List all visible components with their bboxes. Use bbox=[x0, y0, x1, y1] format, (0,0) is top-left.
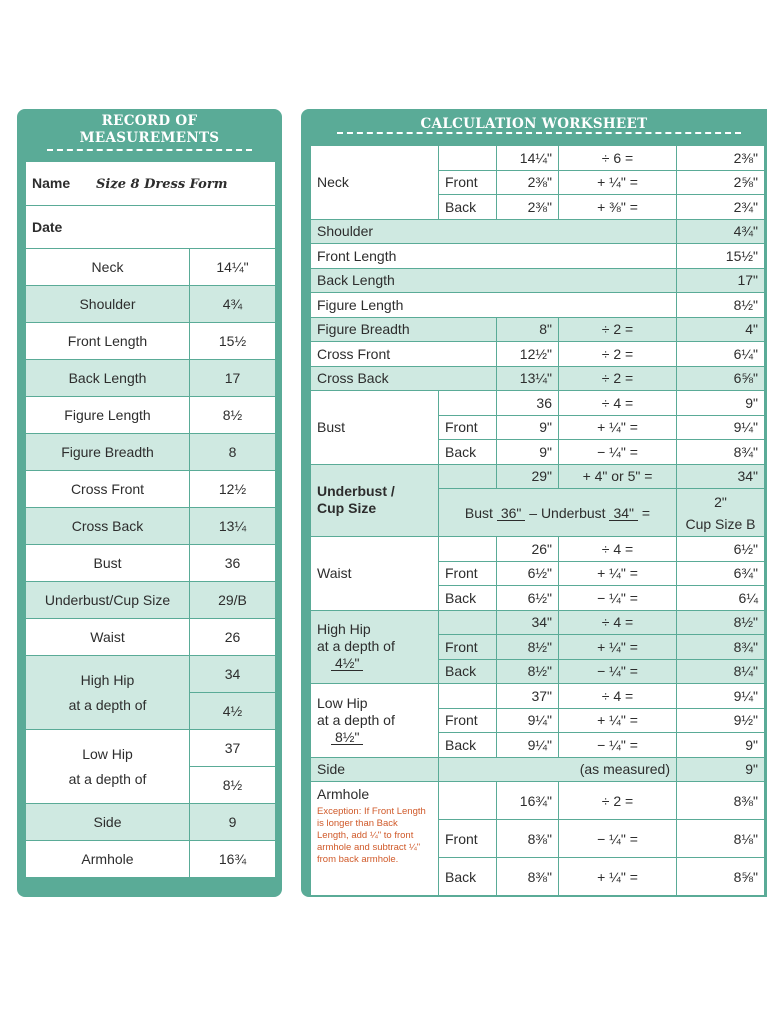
armhole-result: 8⅜" bbox=[677, 782, 765, 820]
cup-underbust-value: 34" bbox=[609, 506, 638, 521]
waist-front-result: 6¾" bbox=[677, 561, 765, 586]
neck-measure: 14¼" bbox=[497, 146, 559, 171]
waist-back-label: Back bbox=[439, 586, 497, 611]
row-value: 9 bbox=[190, 804, 276, 841]
worksheet-header bbox=[301, 116, 767, 133]
low-hip-depth: 8½" bbox=[331, 730, 363, 745]
record-title-line2: MEASUREMENTS bbox=[79, 130, 220, 146]
high-hip-back-result: 8¼" bbox=[677, 659, 765, 684]
underbust-measure: 29" bbox=[497, 464, 559, 489]
cross-back-label: Cross Back bbox=[311, 366, 497, 391]
figure-breadth-label: Figure Breadth bbox=[311, 317, 497, 342]
low-hip-label-line2: at a depth of bbox=[68, 770, 147, 787]
waist-back-result: 6¼ bbox=[677, 586, 765, 611]
high-hip-label bbox=[26, 656, 190, 730]
row-value: 12½ bbox=[190, 471, 276, 508]
table-row bbox=[26, 841, 276, 878]
low-hip-value: 37 bbox=[190, 730, 276, 767]
back-length-value: 17" bbox=[677, 268, 765, 293]
bust-back-operation: − ¼" = bbox=[559, 440, 677, 465]
armhole-back-measure: 8⅜" bbox=[497, 858, 559, 896]
high-hip-result: 8½" bbox=[677, 610, 765, 635]
figure-breadth-row bbox=[311, 317, 765, 342]
underbust-row-1 bbox=[311, 464, 765, 489]
high-hip-calc-label-line2: at a depth of bbox=[317, 638, 395, 655]
underbust-label bbox=[311, 464, 439, 537]
neck-operation: ÷ 6 = bbox=[559, 146, 677, 171]
armhole-label-cell bbox=[311, 782, 439, 896]
low-hip-depth-value: 8½ bbox=[190, 767, 276, 804]
row-label: Armhole bbox=[26, 841, 190, 878]
high-hip-front-operation: + ¼" = bbox=[559, 635, 677, 660]
armhole-operation: ÷ 2 = bbox=[559, 782, 677, 820]
waist-label: Waist bbox=[311, 537, 439, 611]
table-row bbox=[26, 249, 276, 286]
cup-bust-label: Bust bbox=[464, 504, 493, 521]
neck-front-label: Front bbox=[439, 170, 497, 195]
neck-back-measure: 2⅜" bbox=[497, 195, 559, 220]
row-label: Side bbox=[26, 804, 190, 841]
waist-front-measure: 6½" bbox=[497, 561, 559, 586]
high-hip-calc-label-line1: High Hip bbox=[317, 621, 371, 638]
low-hip-label bbox=[26, 730, 190, 804]
underbust-result: 34" bbox=[677, 464, 765, 489]
underbust-operation: + 4" or 5" = bbox=[559, 464, 677, 489]
figure-breadth-operation: ÷ 2 = bbox=[559, 317, 677, 342]
table-row bbox=[26, 434, 276, 471]
row-value: 29/B bbox=[190, 582, 276, 619]
waist-measure: 26" bbox=[497, 537, 559, 562]
high-hip-calc-label bbox=[311, 610, 439, 684]
row-value: 13¼ bbox=[190, 508, 276, 545]
high-hip-back-label: Back bbox=[439, 659, 497, 684]
cross-front-row bbox=[311, 342, 765, 367]
waist-operation: ÷ 4 = bbox=[559, 537, 677, 562]
row-label: Waist bbox=[26, 619, 190, 656]
armhole-row-1 bbox=[311, 782, 765, 820]
armhole-label: Armhole bbox=[317, 786, 370, 802]
record-title-line1: RECORD OF bbox=[101, 113, 198, 129]
bust-back-label: Back bbox=[439, 440, 497, 465]
armhole-front-operation: − ¼" = bbox=[559, 820, 677, 858]
low-hip-front-result: 9½" bbox=[677, 708, 765, 733]
bust-operation: ÷ 4 = bbox=[559, 391, 677, 416]
cup-result bbox=[677, 489, 765, 537]
armhole-measure: 16¾" bbox=[497, 782, 559, 820]
name-value: Size 8 Dress Form bbox=[96, 177, 228, 192]
row-label: Shoulder bbox=[26, 286, 190, 323]
cup-formula bbox=[439, 489, 677, 537]
neck-row-1 bbox=[311, 146, 765, 171]
figure-length-row bbox=[311, 293, 765, 318]
figure-length-label: Figure Length bbox=[311, 293, 677, 318]
low-hip-operation: ÷ 4 = bbox=[559, 684, 677, 709]
worksheet-header-divider bbox=[337, 132, 741, 134]
row-value: 4¾ bbox=[190, 286, 276, 323]
back-length-row bbox=[311, 268, 765, 293]
date-label: Date bbox=[26, 206, 276, 249]
side-label: Side bbox=[311, 757, 439, 782]
high-hip-front-measure: 8½" bbox=[497, 635, 559, 660]
table-row bbox=[26, 582, 276, 619]
record-header-divider bbox=[47, 149, 252, 151]
table-row bbox=[26, 323, 276, 360]
cross-front-operation: ÷ 2 = bbox=[559, 342, 677, 367]
high-hip-row-1 bbox=[311, 610, 765, 635]
table-row bbox=[26, 730, 276, 767]
record-table bbox=[25, 161, 276, 878]
cup-difference: 2" bbox=[714, 493, 727, 510]
table-row bbox=[26, 656, 276, 693]
high-hip-front-result: 8¾" bbox=[677, 635, 765, 660]
neck-label: Neck bbox=[311, 146, 439, 220]
low-hip-result: 9¼" bbox=[677, 684, 765, 709]
bust-front-measure: 9" bbox=[497, 415, 559, 440]
side-row bbox=[311, 757, 765, 782]
neck-front-operation: + ¼" = bbox=[559, 170, 677, 195]
row-value: 8½ bbox=[190, 397, 276, 434]
bust-front-result: 9¼" bbox=[677, 415, 765, 440]
front-length-row bbox=[311, 244, 765, 269]
low-hip-back-result: 9" bbox=[677, 733, 765, 758]
neck-back-label: Back bbox=[439, 195, 497, 220]
worksheet-table bbox=[310, 145, 765, 896]
cross-front-label: Cross Front bbox=[311, 342, 497, 367]
high-hip-value: 34 bbox=[190, 656, 276, 693]
cross-front-result: 6¼" bbox=[677, 342, 765, 367]
cross-back-operation: ÷ 2 = bbox=[559, 366, 677, 391]
cross-back-result: 6⅝" bbox=[677, 366, 765, 391]
bust-front-operation: + ¼" = bbox=[559, 415, 677, 440]
low-hip-measure: 37" bbox=[497, 684, 559, 709]
high-hip-back-measure: 8½" bbox=[497, 659, 559, 684]
row-label: Cross Back bbox=[26, 508, 190, 545]
bust-row-1 bbox=[311, 391, 765, 416]
table-row bbox=[26, 508, 276, 545]
front-length-label: Front Length bbox=[311, 244, 677, 269]
cross-back-row bbox=[311, 366, 765, 391]
high-hip-label-line1: High Hip bbox=[80, 671, 135, 688]
armhole-exception-note: Exception: If Front Length is longer than Back Length, add ¼" to front armhole and subtract ¼" from back armhole. bbox=[317, 806, 426, 865]
high-hip-depth: 4½" bbox=[331, 656, 363, 671]
date-row bbox=[26, 206, 276, 249]
neck-back-operation: + ⅜" = bbox=[559, 195, 677, 220]
low-hip-label-line1: Low Hip bbox=[82, 745, 133, 762]
bust-back-result: 8¾" bbox=[677, 440, 765, 465]
waist-front-label: Front bbox=[439, 561, 497, 586]
figure-breadth-measure: 8" bbox=[497, 317, 559, 342]
row-label: Back Length bbox=[26, 360, 190, 397]
low-hip-back-label: Back bbox=[439, 733, 497, 758]
figure-length-value: 8½" bbox=[677, 293, 765, 318]
row-label: Front Length bbox=[26, 323, 190, 360]
neck-back-result: 2¾" bbox=[677, 195, 765, 220]
shoulder-label: Shoulder bbox=[311, 219, 677, 244]
table-row bbox=[26, 397, 276, 434]
armhole-front-label: Front bbox=[439, 820, 497, 858]
high-hip-front-label: Front bbox=[439, 635, 497, 660]
waist-front-operation: + ¼" = bbox=[559, 561, 677, 586]
waist-row-1 bbox=[311, 537, 765, 562]
high-hip-label-line2: at a depth of bbox=[68, 696, 147, 713]
name-label: Name bbox=[32, 175, 71, 191]
bust-back-measure: 9" bbox=[497, 440, 559, 465]
high-hip-operation: ÷ 4 = bbox=[559, 610, 677, 635]
row-label: Figure Length bbox=[26, 397, 190, 434]
row-label: Bust bbox=[26, 545, 190, 582]
low-hip-calc-label-line2: at a depth of bbox=[317, 711, 395, 728]
bust-measure: 36 bbox=[497, 391, 559, 416]
back-length-label: Back Length bbox=[311, 268, 677, 293]
waist-result: 6½" bbox=[677, 537, 765, 562]
bust-label: Bust bbox=[311, 391, 439, 465]
record-of-measurements-panel bbox=[17, 109, 282, 897]
low-hip-back-operation: − ¼" = bbox=[559, 733, 677, 758]
row-label: Figure Breadth bbox=[26, 434, 190, 471]
armhole-front-result: 8⅛" bbox=[677, 820, 765, 858]
cross-front-measure: 12½" bbox=[497, 342, 559, 367]
bust-result: 9" bbox=[677, 391, 765, 416]
shoulder-value: 4¾" bbox=[677, 219, 765, 244]
underbust-label-line2: Cup Size bbox=[317, 500, 377, 517]
waist-back-operation: − ¼" = bbox=[559, 586, 677, 611]
waist-back-measure: 6½" bbox=[497, 586, 559, 611]
neck-front-result: 2⅝" bbox=[677, 170, 765, 195]
row-value: 15½ bbox=[190, 323, 276, 360]
low-hip-front-label: Front bbox=[439, 708, 497, 733]
front-length-value: 15½" bbox=[677, 244, 765, 269]
table-row bbox=[26, 360, 276, 397]
cup-bust-value: 36" bbox=[497, 506, 526, 521]
table-row bbox=[26, 286, 276, 323]
low-hip-calc-label-line1: Low Hip bbox=[317, 694, 368, 711]
low-hip-back-measure: 9¼" bbox=[497, 733, 559, 758]
row-label: Neck bbox=[26, 249, 190, 286]
armhole-back-label: Back bbox=[439, 858, 497, 896]
row-value: 36 bbox=[190, 545, 276, 582]
cup-size: Cup Size B bbox=[685, 515, 756, 532]
shoulder-row bbox=[311, 219, 765, 244]
row-value: 26 bbox=[190, 619, 276, 656]
high-hip-back-operation: − ¼" = bbox=[559, 659, 677, 684]
armhole-front-measure: 8⅜" bbox=[497, 820, 559, 858]
armhole-back-operation: + ¼" = bbox=[559, 858, 677, 896]
cross-back-measure: 13¼" bbox=[497, 366, 559, 391]
name-row bbox=[26, 162, 276, 206]
row-value: 17 bbox=[190, 360, 276, 397]
bust-front-label: Front bbox=[439, 415, 497, 440]
low-hip-front-operation: + ¼" = bbox=[559, 708, 677, 733]
side-value: 9" bbox=[677, 757, 765, 782]
neck-result: 2⅜" bbox=[677, 146, 765, 171]
armhole-back-result: 8⅝" bbox=[677, 858, 765, 896]
table-row bbox=[26, 619, 276, 656]
cup-equals: = bbox=[641, 504, 651, 521]
record-header bbox=[17, 113, 282, 147]
underbust-label-line1: Underbust / bbox=[317, 483, 395, 500]
row-value: 8 bbox=[190, 434, 276, 471]
high-hip-measure: 34" bbox=[497, 610, 559, 635]
row-label: Underbust/Cup Size bbox=[26, 582, 190, 619]
worksheet-title: CALCULATION WORKSHEET bbox=[420, 116, 648, 132]
figure-breadth-result: 4" bbox=[677, 317, 765, 342]
low-hip-front-measure: 9¼" bbox=[497, 708, 559, 733]
table-row bbox=[26, 545, 276, 582]
low-hip-calc-label bbox=[311, 684, 439, 758]
cup-underbust-label: – Underbust bbox=[529, 504, 606, 521]
calculation-worksheet-panel bbox=[301, 109, 767, 897]
row-value: 16¾ bbox=[190, 841, 276, 878]
side-note: (as measured) bbox=[439, 757, 677, 782]
table-row bbox=[26, 471, 276, 508]
row-label: Cross Front bbox=[26, 471, 190, 508]
neck-front-measure: 2⅜" bbox=[497, 170, 559, 195]
high-hip-depth-value: 4½ bbox=[190, 693, 276, 730]
row-value: 14¼" bbox=[190, 249, 276, 286]
table-row bbox=[26, 804, 276, 841]
low-hip-row-1 bbox=[311, 684, 765, 709]
